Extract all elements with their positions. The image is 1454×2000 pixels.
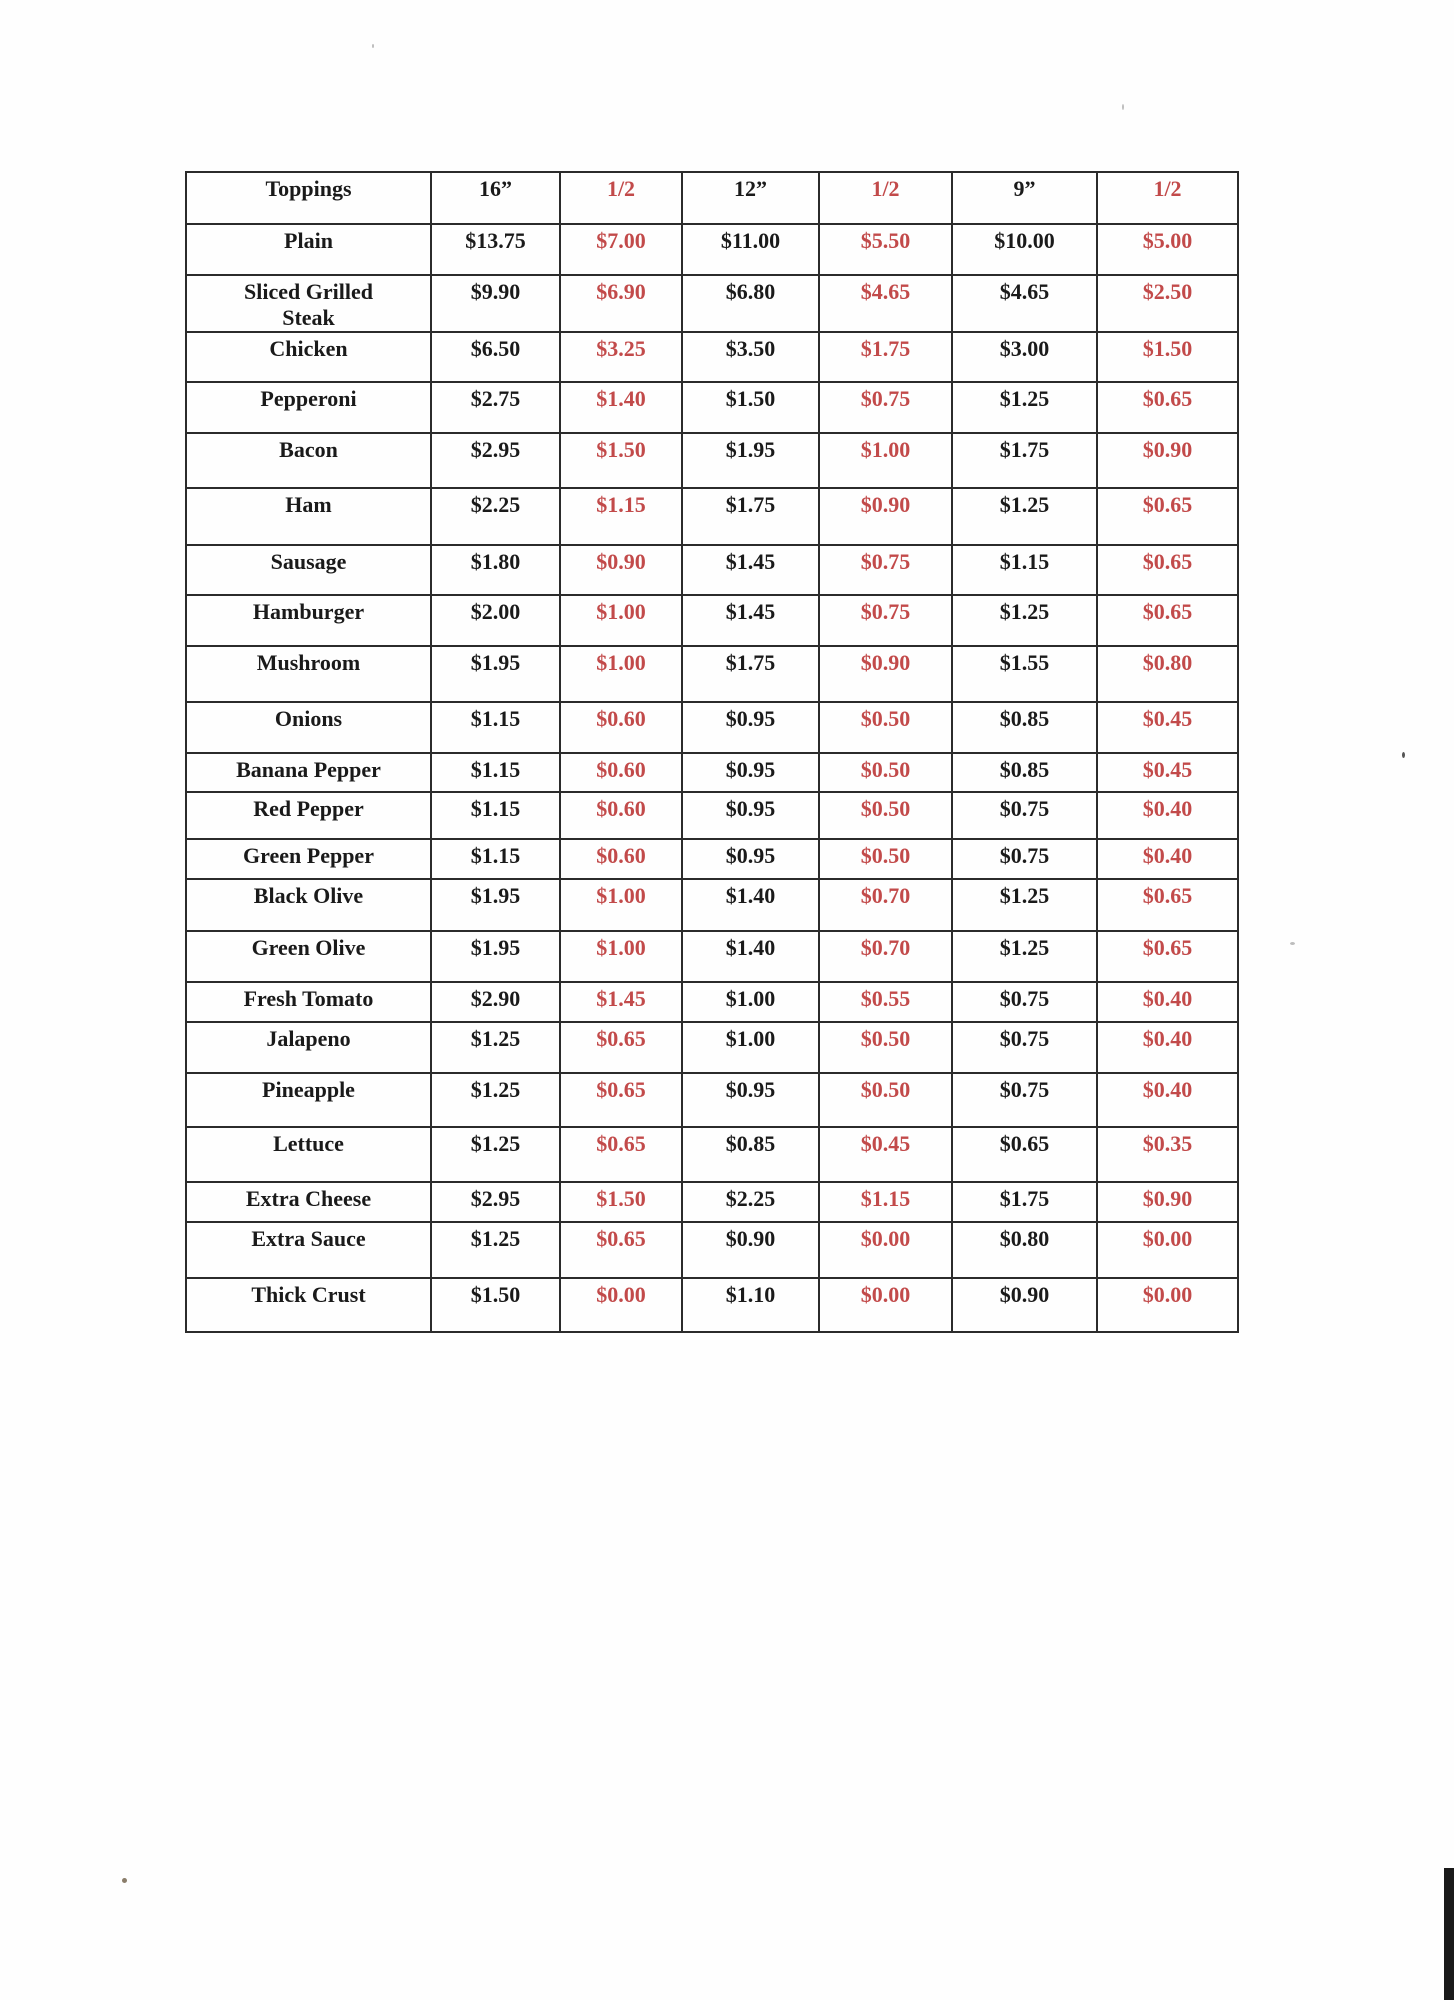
price-16-inch: $2.95 (431, 1182, 560, 1222)
price-12-inch-half: $0.70 (819, 879, 952, 931)
table-row (186, 1073, 1238, 1127)
topping-name: Ham (186, 488, 431, 545)
price-16-inch-half: $1.50 (560, 1182, 682, 1222)
price-16-inch-half: $1.50 (560, 433, 682, 488)
topping-name: Pepperoni (186, 382, 431, 433)
price-12-inch-half: $1.15 (819, 1182, 952, 1222)
topping-name: Pineapple (186, 1073, 431, 1127)
topping-name: Banana Pepper (186, 753, 431, 792)
table-row (186, 275, 1238, 332)
price-9-inch-half: $0.80 (1097, 646, 1238, 702)
price-9-inch: $1.25 (952, 879, 1097, 931)
price-16-inch: $1.50 (431, 1278, 560, 1332)
price-16-inch-half: $0.60 (560, 839, 682, 879)
price-12-inch: $0.95 (682, 792, 819, 839)
table-row (186, 1222, 1238, 1278)
price-16-inch-half: $1.15 (560, 488, 682, 545)
header-16-inch: 16” (431, 172, 560, 224)
table-row (186, 702, 1238, 753)
price-9-inch-half: $0.35 (1097, 1127, 1238, 1182)
price-9-inch: $1.75 (952, 1182, 1097, 1222)
price-16-inch: $1.25 (431, 1022, 560, 1073)
price-16-inch: $1.15 (431, 753, 560, 792)
price-16-inch: $1.95 (431, 879, 560, 931)
price-9-inch-half: $0.65 (1097, 595, 1238, 646)
price-9-inch: $0.85 (952, 753, 1097, 792)
scan-speck (1122, 104, 1124, 110)
scan-speck (372, 44, 374, 48)
price-9-inch: $0.75 (952, 1022, 1097, 1073)
price-16-inch: $1.95 (431, 931, 560, 982)
scan-speck (122, 1878, 127, 1883)
price-12-inch-half: $0.70 (819, 931, 952, 982)
price-9-inch: $10.00 (952, 224, 1097, 275)
price-12-inch-half: $1.75 (819, 332, 952, 382)
price-12-inch: $0.95 (682, 753, 819, 792)
scan-edge-mark (1444, 1868, 1454, 2000)
price-16-inch: $1.25 (431, 1222, 560, 1278)
table-row (186, 488, 1238, 545)
price-9-inch: $4.65 (952, 275, 1097, 332)
topping-name: Sausage (186, 545, 431, 595)
topping-name: Lettuce (186, 1127, 431, 1182)
header-toppings: Toppings (186, 172, 431, 224)
price-16-inch-half: $1.45 (560, 982, 682, 1022)
table-row (186, 1022, 1238, 1073)
scan-speck (1402, 752, 1405, 758)
price-16-inch-half: $0.60 (560, 702, 682, 753)
table-row (186, 433, 1238, 488)
header-9-inch: 9” (952, 172, 1097, 224)
price-12-inch: $0.95 (682, 839, 819, 879)
topping-name: Sliced Grilled Steak (186, 275, 431, 332)
price-9-inch: $0.80 (952, 1222, 1097, 1278)
topping-name: Extra Cheese (186, 1182, 431, 1222)
price-9-inch-half: $0.40 (1097, 839, 1238, 879)
price-16-inch: $6.50 (431, 332, 560, 382)
header-12-inch-half: 1/2 (819, 172, 952, 224)
table-row (186, 332, 1238, 382)
price-16-inch-half: $6.90 (560, 275, 682, 332)
price-16-inch: $1.15 (431, 839, 560, 879)
table-row (186, 545, 1238, 595)
price-12-inch: $1.50 (682, 382, 819, 433)
table-row (186, 879, 1238, 931)
price-16-inch-half: $7.00 (560, 224, 682, 275)
price-12-inch: $11.00 (682, 224, 819, 275)
topping-name: Extra Sauce (186, 1222, 431, 1278)
price-9-inch: $3.00 (952, 332, 1097, 382)
price-16-inch: $2.75 (431, 382, 560, 433)
price-16-inch-half: $1.40 (560, 382, 682, 433)
header-16-inch-half: 1/2 (560, 172, 682, 224)
price-16-inch-half: $1.00 (560, 595, 682, 646)
price-9-inch: $0.90 (952, 1278, 1097, 1332)
price-9-inch: $1.75 (952, 433, 1097, 488)
price-12-inch-half: $0.00 (819, 1278, 952, 1332)
topping-name: Hamburger (186, 595, 431, 646)
price-12-inch-half: $4.65 (819, 275, 952, 332)
table-row (186, 1278, 1238, 1332)
price-16-inch-half: $1.00 (560, 646, 682, 702)
table-row (186, 1182, 1238, 1222)
price-12-inch: $1.00 (682, 982, 819, 1022)
price-9-inch-half: $1.50 (1097, 332, 1238, 382)
price-12-inch: $1.40 (682, 879, 819, 931)
price-16-inch: $13.75 (431, 224, 560, 275)
price-12-inch: $1.45 (682, 545, 819, 595)
price-9-inch-half: $0.40 (1097, 982, 1238, 1022)
price-12-inch-half: $0.90 (819, 646, 952, 702)
price-16-inch-half: $3.25 (560, 332, 682, 382)
price-12-inch: $0.95 (682, 702, 819, 753)
price-16-inch-half: $1.00 (560, 931, 682, 982)
price-12-inch-half: $0.50 (819, 839, 952, 879)
price-12-inch: $2.25 (682, 1182, 819, 1222)
price-12-inch-half: $5.50 (819, 224, 952, 275)
price-16-inch: $1.25 (431, 1127, 560, 1182)
price-12-inch-half: $0.00 (819, 1222, 952, 1278)
price-16-inch-half: $0.65 (560, 1073, 682, 1127)
price-16-inch-half: $0.65 (560, 1022, 682, 1073)
price-16-inch-half: $1.00 (560, 879, 682, 931)
table-row (186, 792, 1238, 839)
price-9-inch-half: $0.65 (1097, 488, 1238, 545)
topping-name: Fresh Tomato (186, 982, 431, 1022)
price-9-inch-half: $0.00 (1097, 1278, 1238, 1332)
price-9-inch-half: $0.65 (1097, 879, 1238, 931)
price-12-inch-half: $0.50 (819, 1022, 952, 1073)
price-9-inch-half: $0.40 (1097, 792, 1238, 839)
topping-name: Plain (186, 224, 431, 275)
table-body (186, 172, 1238, 1332)
price-12-inch: $1.95 (682, 433, 819, 488)
topping-name: Black Olive (186, 879, 431, 931)
price-16-inch: $1.15 (431, 792, 560, 839)
topping-name: Chicken (186, 332, 431, 382)
price-9-inch-half: $0.45 (1097, 753, 1238, 792)
table-row (186, 595, 1238, 646)
table-row (186, 646, 1238, 702)
price-16-inch-half: $0.60 (560, 753, 682, 792)
table-row (186, 753, 1238, 792)
topping-name: Mushroom (186, 646, 431, 702)
toppings-price-table (185, 171, 1239, 1333)
price-16-inch: $9.90 (431, 275, 560, 332)
price-12-inch: $6.80 (682, 275, 819, 332)
price-12-inch: $1.40 (682, 931, 819, 982)
table-header-row (186, 172, 1238, 224)
topping-name: Red Pepper (186, 792, 431, 839)
price-12-inch: $1.10 (682, 1278, 819, 1332)
price-12-inch-half: $0.55 (819, 982, 952, 1022)
price-9-inch: $0.85 (952, 702, 1097, 753)
header-12-inch: 12” (682, 172, 819, 224)
price-9-inch-half: $0.65 (1097, 545, 1238, 595)
price-9-inch-half: $0.90 (1097, 1182, 1238, 1222)
header-9-inch-half: 1/2 (1097, 172, 1238, 224)
price-9-inch-half: $0.90 (1097, 433, 1238, 488)
price-12-inch: $1.00 (682, 1022, 819, 1073)
price-12-inch: $1.75 (682, 646, 819, 702)
price-16-inch: $2.00 (431, 595, 560, 646)
price-16-inch: $2.95 (431, 433, 560, 488)
price-12-inch: $1.75 (682, 488, 819, 545)
price-16-inch-half: $0.60 (560, 792, 682, 839)
price-9-inch: $1.25 (952, 382, 1097, 433)
table-row (186, 982, 1238, 1022)
price-12-inch: $1.45 (682, 595, 819, 646)
price-9-inch: $1.15 (952, 545, 1097, 595)
price-9-inch-half: $0.65 (1097, 931, 1238, 982)
topping-name: Green Olive (186, 931, 431, 982)
price-16-inch: $1.80 (431, 545, 560, 595)
price-16-inch-half: $0.65 (560, 1222, 682, 1278)
price-16-inch: $1.25 (431, 1073, 560, 1127)
price-9-inch: $1.25 (952, 595, 1097, 646)
price-12-inch-half: $0.90 (819, 488, 952, 545)
topping-name: Jalapeno (186, 1022, 431, 1073)
price-16-inch-half: $0.65 (560, 1127, 682, 1182)
price-12-inch: $0.90 (682, 1222, 819, 1278)
price-9-inch: $1.25 (952, 488, 1097, 545)
price-12-inch: $0.85 (682, 1127, 819, 1182)
price-12-inch-half: $0.50 (819, 792, 952, 839)
price-12-inch-half: $1.00 (819, 433, 952, 488)
price-12-inch-half: $0.75 (819, 595, 952, 646)
price-16-inch: $2.90 (431, 982, 560, 1022)
price-9-inch: $0.75 (952, 1073, 1097, 1127)
price-16-inch-half: $0.00 (560, 1278, 682, 1332)
price-9-inch: $0.65 (952, 1127, 1097, 1182)
price-16-inch: $1.15 (431, 702, 560, 753)
price-12-inch-half: $0.75 (819, 545, 952, 595)
price-12-inch-half: $0.45 (819, 1127, 952, 1182)
price-9-inch: $0.75 (952, 839, 1097, 879)
price-9-inch-half: $0.65 (1097, 382, 1238, 433)
price-16-inch: $1.95 (431, 646, 560, 702)
topping-name: Green Pepper (186, 839, 431, 879)
price-9-inch: $0.75 (952, 982, 1097, 1022)
price-12-inch: $3.50 (682, 332, 819, 382)
table-row (186, 839, 1238, 879)
price-16-inch-half: $0.90 (560, 545, 682, 595)
price-9-inch: $1.25 (952, 931, 1097, 982)
price-9-inch-half: $0.00 (1097, 1222, 1238, 1278)
price-9-inch-half: $5.00 (1097, 224, 1238, 275)
price-9-inch: $0.75 (952, 792, 1097, 839)
price-12-inch-half: $0.50 (819, 753, 952, 792)
price-16-inch: $2.25 (431, 488, 560, 545)
table-row (186, 931, 1238, 982)
topping-name: Bacon (186, 433, 431, 488)
price-12-inch-half: $0.50 (819, 702, 952, 753)
price-9-inch-half: $0.40 (1097, 1022, 1238, 1073)
table-row (186, 382, 1238, 433)
topping-name: Thick Crust (186, 1278, 431, 1332)
price-12-inch-half: $0.75 (819, 382, 952, 433)
table-row (186, 1127, 1238, 1182)
price-12-inch-half: $0.50 (819, 1073, 952, 1127)
price-9-inch-half: $0.45 (1097, 702, 1238, 753)
price-9-inch: $1.55 (952, 646, 1097, 702)
price-9-inch-half: $0.40 (1097, 1073, 1238, 1127)
table-row (186, 224, 1238, 275)
price-9-inch-half: $2.50 (1097, 275, 1238, 332)
price-12-inch: $0.95 (682, 1073, 819, 1127)
scan-speck (1290, 942, 1295, 945)
topping-name: Onions (186, 702, 431, 753)
